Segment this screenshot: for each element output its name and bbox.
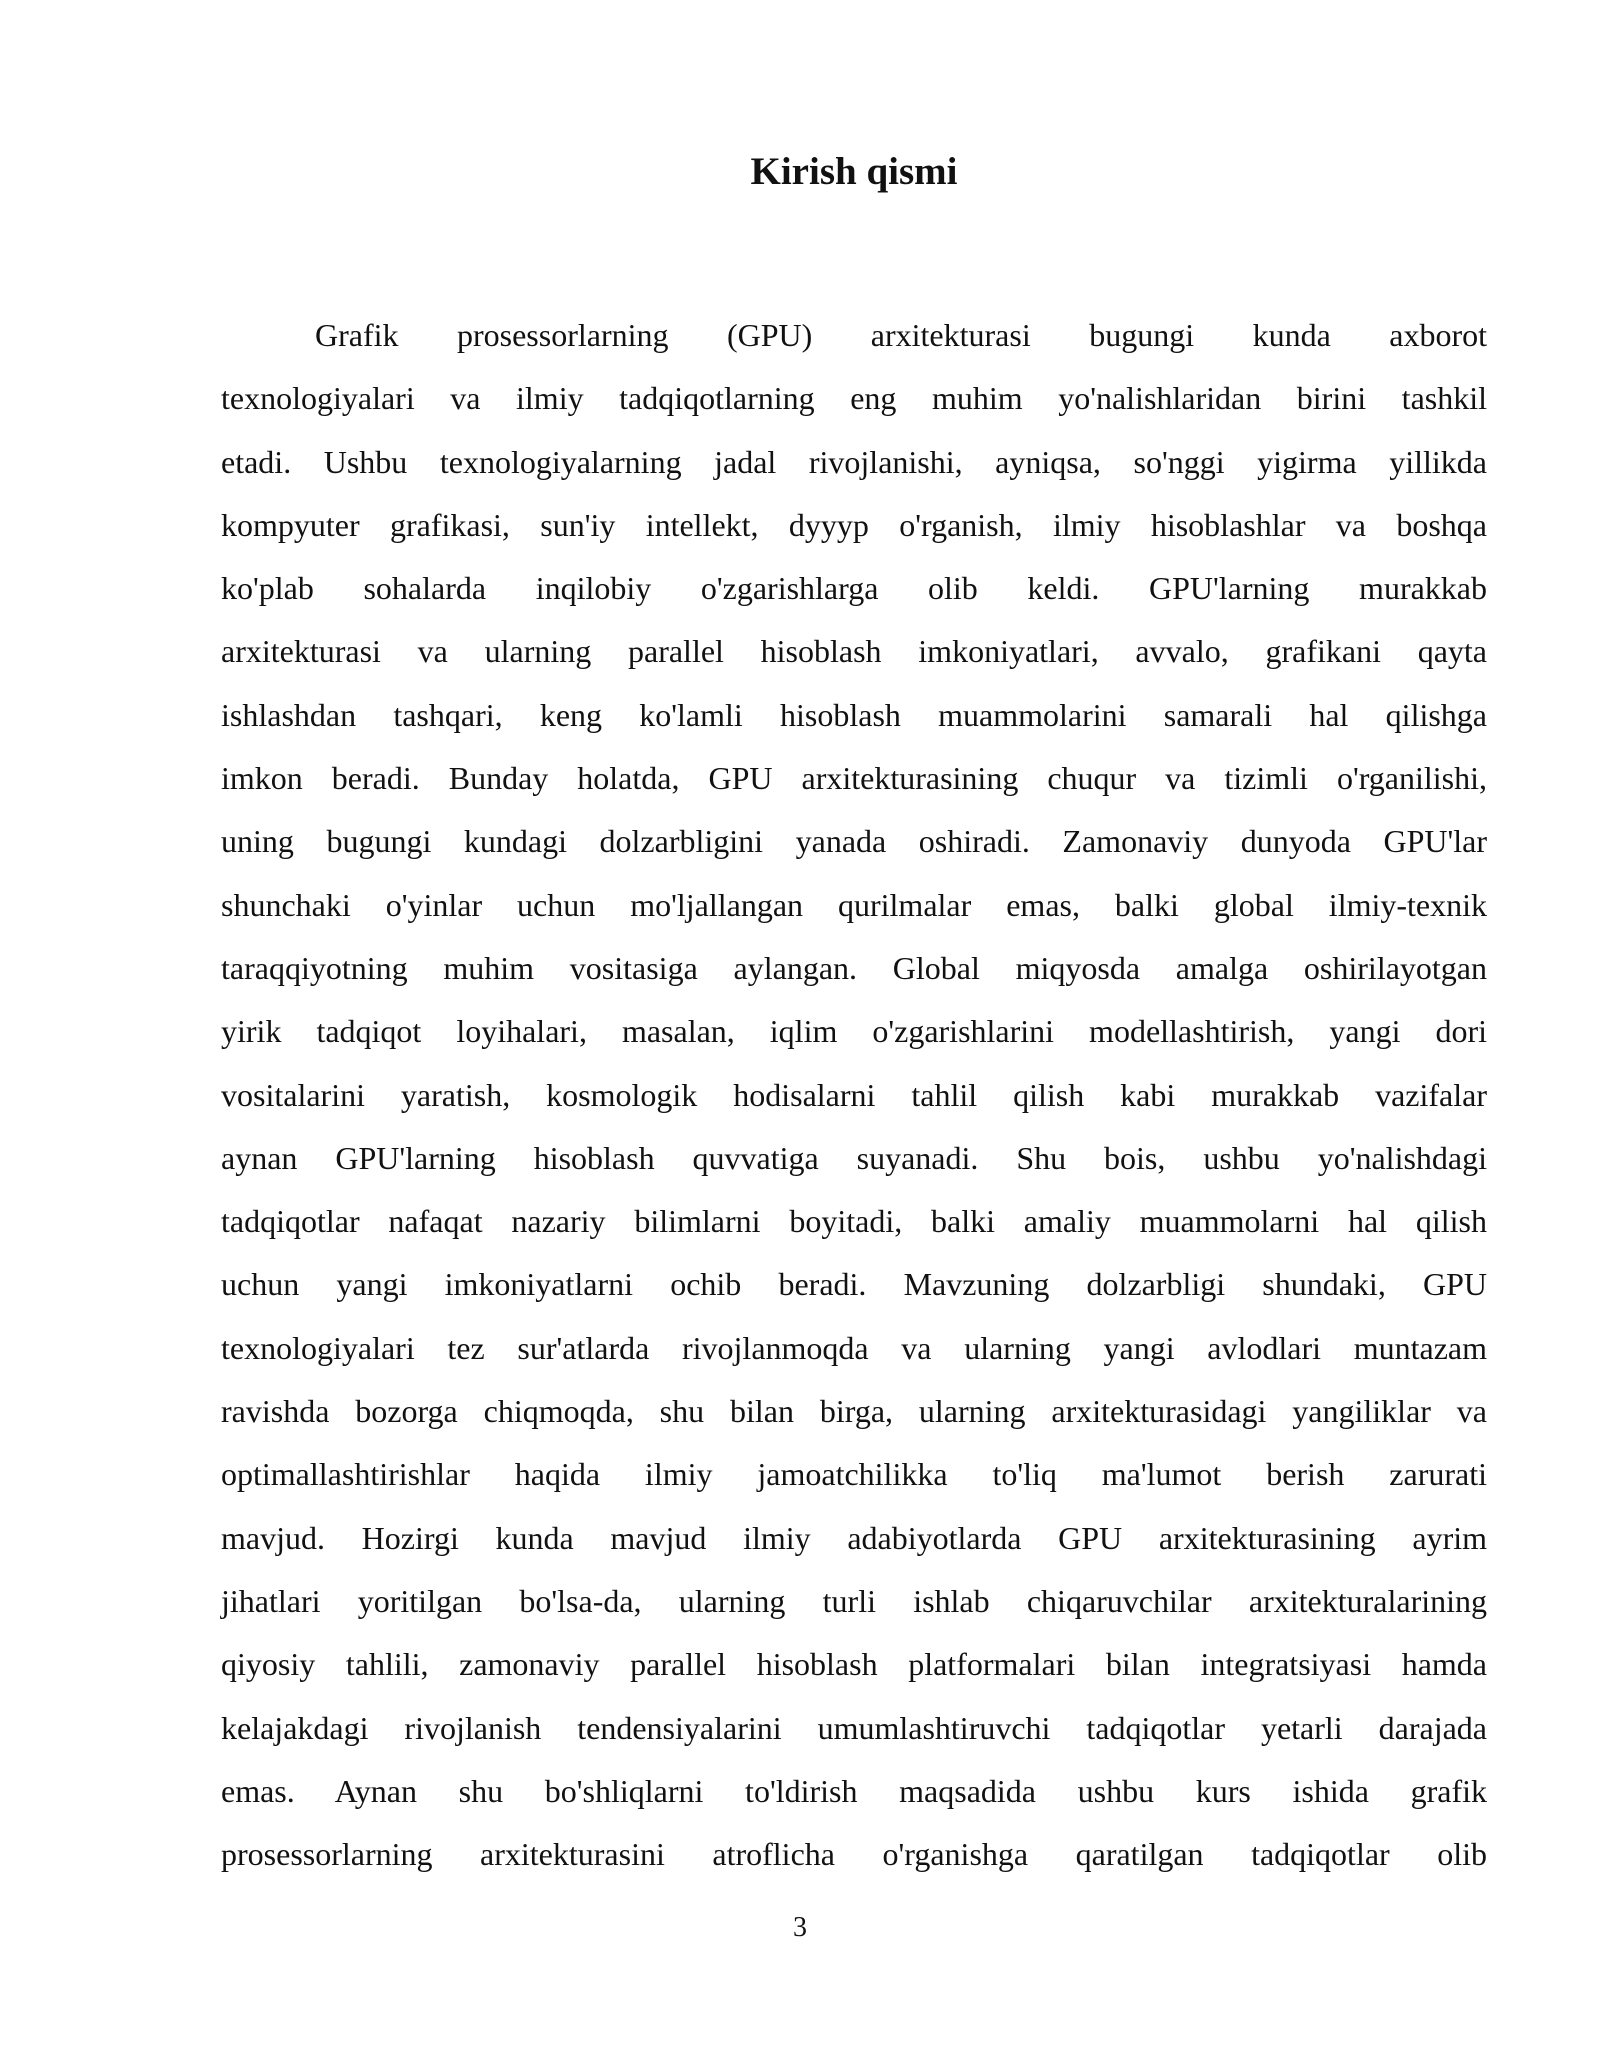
page-title: Kirish qismi — [750, 150, 958, 193]
text-line: aynan GPU'larning hisoblash quvvatiga suyanadi. Shu bois, ushbu yo'nalishdagi — [221, 1139, 1487, 1176]
text-line: shunchaki o'yinlar uchun mo'ljallangan qurilmalar emas, balki global ilmiy-texnik — [221, 886, 1487, 923]
text-line: uning bugungi kundagi dolzarbligini yanada oshiradi. Zamonaviy dunyoda GPU'lar — [221, 823, 1487, 860]
text-line: emas. Aynan shu bo'shliqlarni to'ldirish maqsadida ushbu kurs ishida grafik — [221, 1772, 1487, 1809]
text-line: mavjud. Hozirgi kunda mavjud ilmiy adabiyotlarda GPU arxitekturasining ayrim — [221, 1519, 1487, 1556]
text-line: Grafik prosessorlarning (GPU) arxitekturasi bugungi kunda axborot — [315, 317, 1487, 353]
text-line: ishlashdan tashqari, keng ko'lamli hisoblash muammolarini samarali hal qilishga — [221, 696, 1487, 733]
text-line: texnologiyalari tez sur'atlarda rivojlanmoqda va ularning yangi avlodlari muntazam — [221, 1329, 1487, 1366]
text-line: ravishda bozorga chiqmoqda, shu bilan birga, ularning arxitekturasidagi yangiliklar va — [221, 1393, 1487, 1430]
text-line: qiyosiy tahlili, zamonaviy parallel hisoblash platformalari bilan integratsiyasi hamda — [221, 1646, 1487, 1683]
text-line: taraqqiyotning muhim vositasiga aylangan. Global miqyosda amalga oshirilayotgan — [221, 949, 1487, 986]
text-line: kompyuter grafikasi, sun'iy intellekt, dyyyp o'rganish, ilmiy hisoblashlar va boshqa — [221, 506, 1487, 543]
text-line: optimallashtirishlar haqida ilmiy jamoatchilikka to'liq ma'lumot berish zarurati — [221, 1456, 1487, 1493]
text-line: arxitekturasi va ularning parallel hisoblash imkoniyatlari, avvalo, grafikani qayta — [221, 633, 1487, 670]
text-line: jihatlari yoritilgan bo'lsa-da, ularning turli ishlab chiqaruvchilar arxitekturalarining — [221, 1582, 1487, 1619]
text-line: yirik tadqiqot loyihalari, masalan, iqlim o'zgarishlarini modellashtirish, yangi dori — [221, 1013, 1487, 1050]
text-line: etadi. Ushbu texnologiyalarning jadal rivojlanishi, ayniqsa, so'nggi yigirma yillikda — [221, 443, 1487, 480]
page-number: 3 — [793, 1912, 807, 1943]
text-line: uchun yangi imkoniyatlarni ochib beradi. Mavzuning dolzarbligi shundaki, GPU — [221, 1266, 1487, 1303]
text-line: imkon beradi. Bunday holatda, GPU arxitekturasining chuqur va tizimli o'rganilishi, — [221, 760, 1487, 797]
text-line: vositalarini yaratish, kosmologik hodisalarni tahlil qilish kabi murakkab vazifalar — [221, 1076, 1487, 1113]
body-paragraph — [221, 304, 1487, 1886]
text-line: kelajakdagi rivojlanish tendensiyalarini umumlashtiruvchi tadqiqotlar yetarli darajada — [221, 1709, 1487, 1746]
page-title-container — [221, 146, 1487, 198]
text-line: texnologiyalari va ilmiy tadqiqotlarning eng muhim yo'nalishlaridan birini tashkil — [221, 380, 1487, 417]
text-line: ko'plab sohalarda inqilobiy o'zgarishlarga olib keldi. GPU'larning murakkab — [221, 570, 1487, 607]
text-line: tadqiqotlar nafaqat nazariy bilimlarni boyitadi, balki amaliy muammolarni hal qilish — [221, 1203, 1487, 1240]
text-line: prosessorlarning arxitekturasini atroflicha o'rganishga qaratilgan tadqiqotlar olib — [221, 1836, 1487, 1873]
